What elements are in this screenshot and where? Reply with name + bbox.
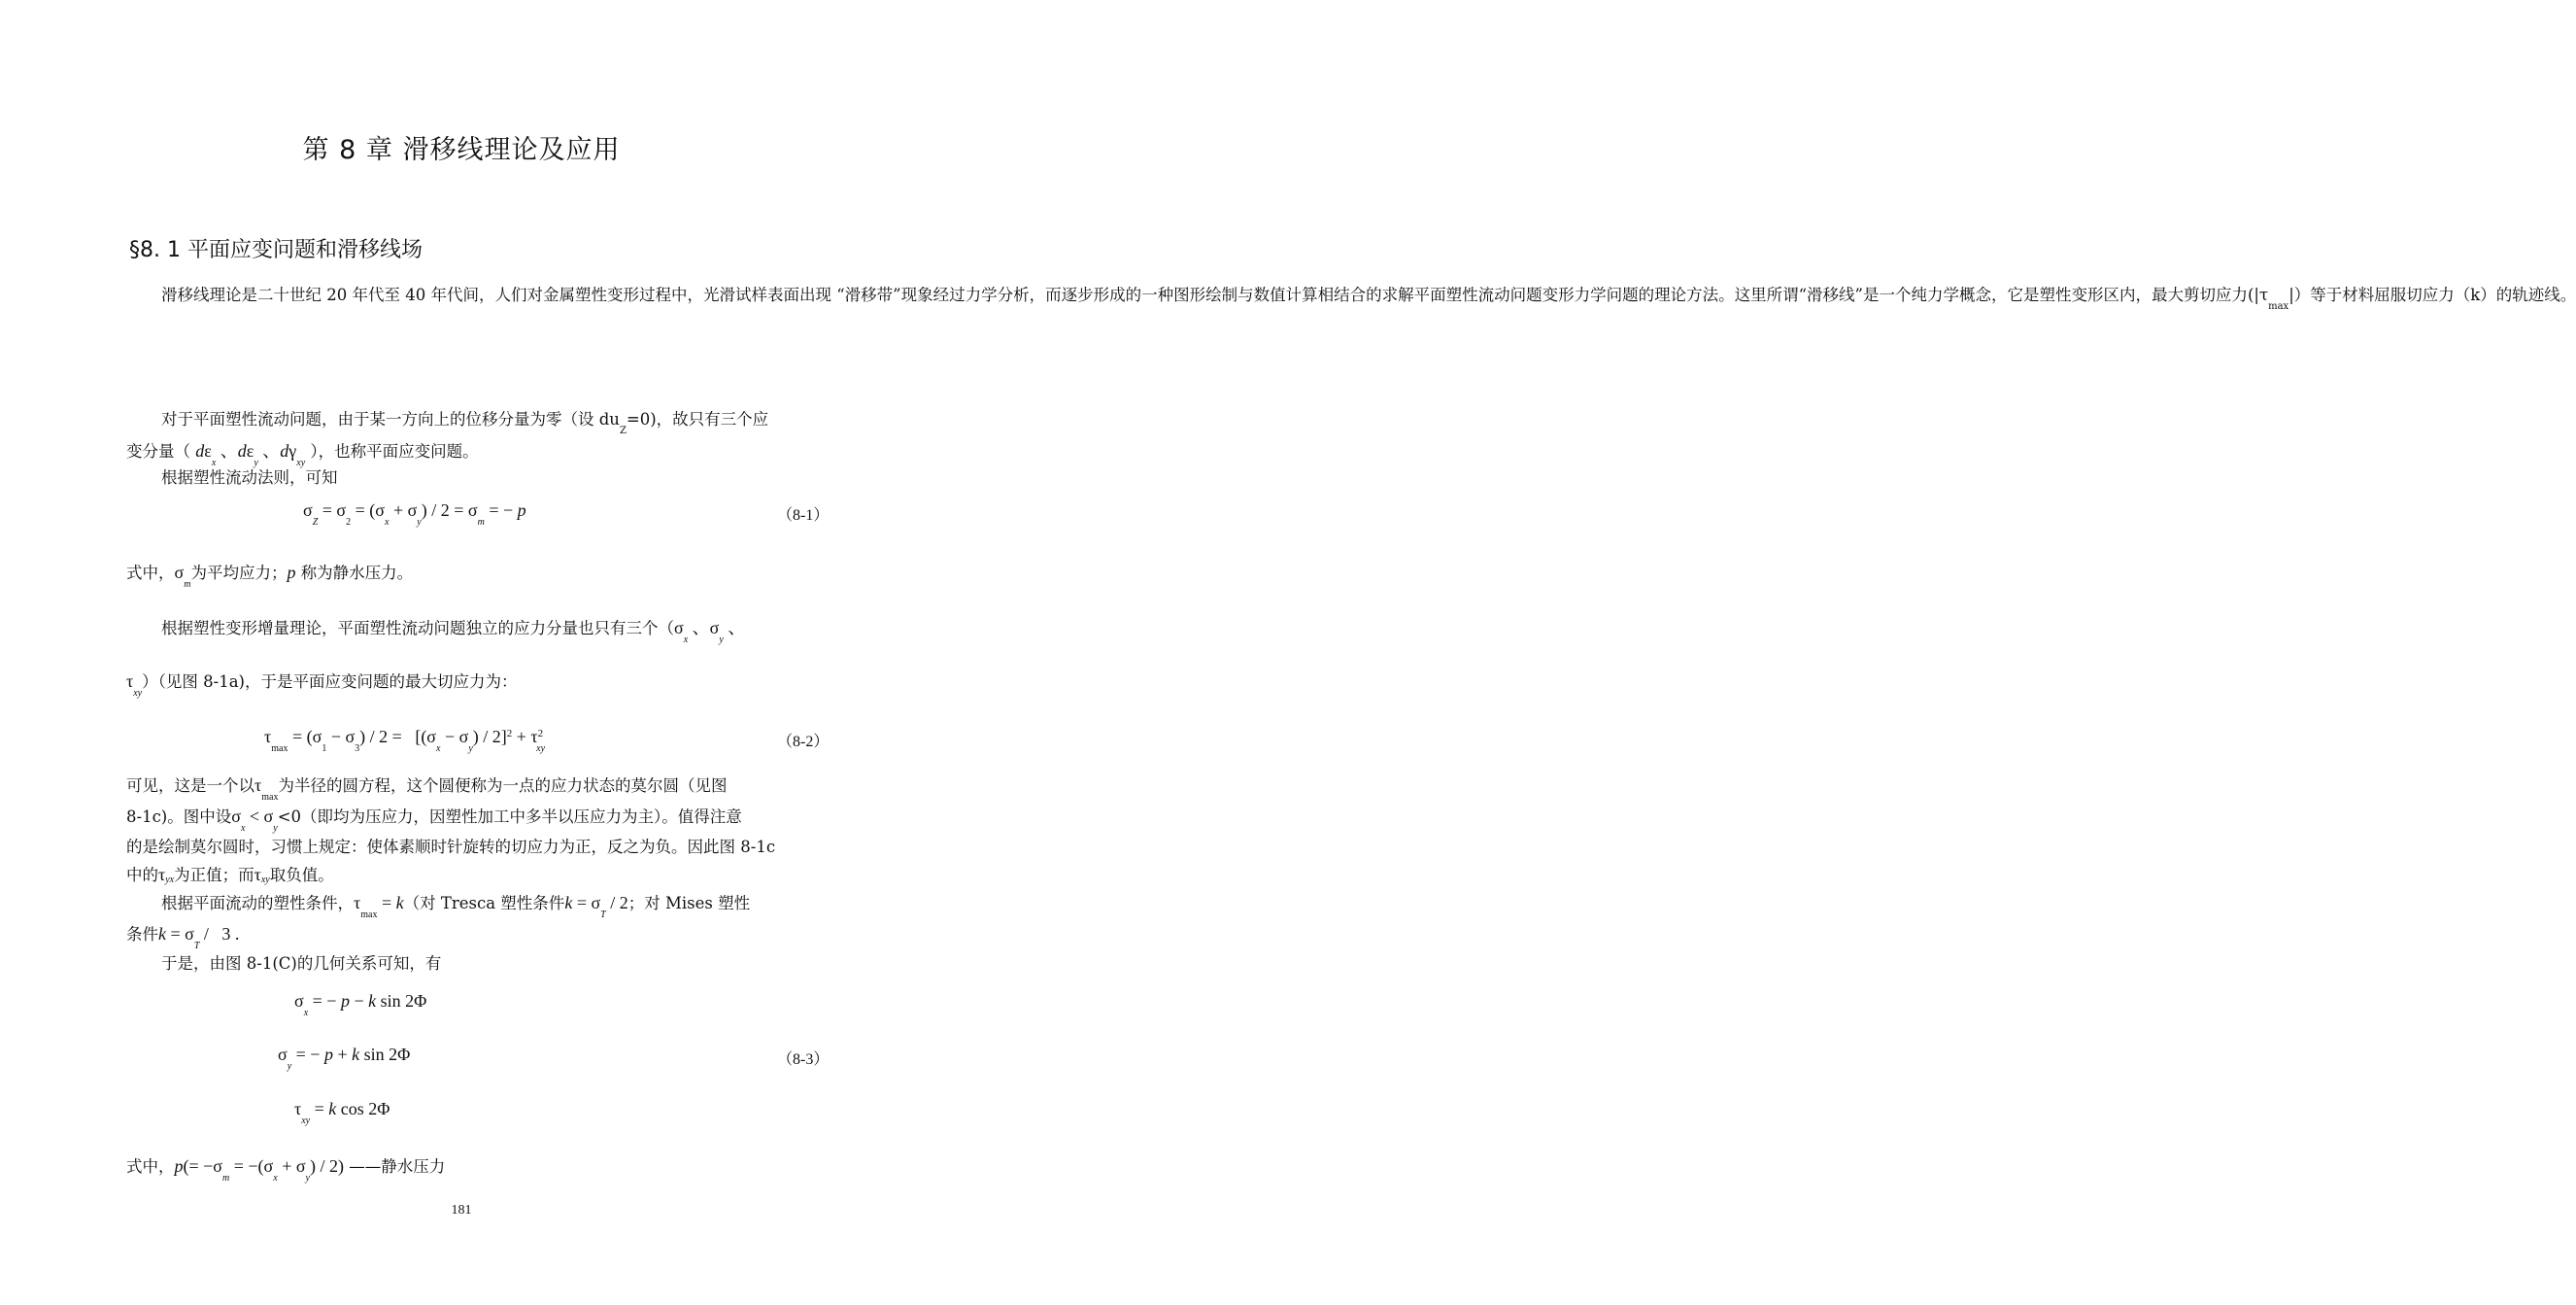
- p6-l2a: 8-1c)。图中设: [126, 807, 232, 826]
- p7-c: ；对 Mises 塑性: [627, 894, 751, 912]
- p6-a: 可见，这是一个以: [126, 776, 254, 795]
- equation-8-2-number: （8-2）: [777, 734, 830, 750]
- paragraph-yield-condition: 根据平面流动的塑性条件，$\tau_{max} = k$（对 Tresca 塑性条件$k = \sigma_T / 2$；对 Mises 塑性: [161, 893, 751, 920]
- paragraph-mohr-line3: 的是绘制莫尔圆时，习惯上规定：使体素顺时针旋转的切应力为正，反之为负。因此图 8-1c: [126, 838, 776, 856]
- paragraph-flow-rule: 根据塑性流动法则，可知: [161, 468, 338, 487]
- paragraph-plane-strain-line1: [161, 406, 769, 436]
- p7-l2a: 条件: [126, 925, 158, 944]
- p4-b: 为平均应力；: [190, 564, 288, 582]
- p2-line2-a: 变分量（: [126, 442, 190, 461]
- equation-8-3-tau-xy: $\tau_{xy} = k$ cos 2Φ: [294, 1099, 390, 1126]
- p7-b: （对 Tresca 塑性条件: [403, 894, 565, 912]
- paragraph-plane-strain-line2: [126, 437, 479, 468]
- tau-max-symbol: |τ: [2254, 286, 2269, 304]
- equation-8-1: $\sigma_Z = \sigma_2 = (\sigma_x + \sigma_y) / 2 = \sigma_m$ = − p: [303, 500, 526, 528]
- p5-text: 根据塑性变形增量理论，平面塑性流动问题独立的应力分量也只有三个（: [161, 619, 674, 637]
- paragraph-hydrostatic: 式中，$p(= -\sigma_m = -(\sigma_x + \sigma_y) / 2)$ ——静水压力: [126, 1156, 446, 1184]
- p6-b: 为半径的圆方程，这个圆便称为一点的应力状态的莫尔圆（见图: [278, 776, 728, 795]
- p4-d: 称为静水压力。: [295, 564, 414, 582]
- paragraph-yield-condition-line2: 条件$k = \sigma_T / 3$ .: [126, 924, 240, 951]
- p4-p: p: [287, 563, 296, 582]
- p9-b: ——静水压力: [349, 1157, 446, 1176]
- p4-a: 式中，: [126, 564, 175, 582]
- paragraph-stress-components: 根据塑性变形增量理论，平面塑性流动问题独立的应力分量也只有三个（$\sigma_x$ 、$\sigma_y$ 、: [161, 618, 746, 645]
- paragraph-mohr-line4: 中的τyx为正值；而τxy取负值。: [126, 865, 334, 885]
- paragraph-intro: [126, 282, 2576, 312]
- p6-l4a: 中的: [126, 866, 158, 884]
- strain-components: $d\varepsilon_x$ 、$d\varepsilon_y$ 、$d\gamma_{xy}$: [195, 441, 306, 468]
- p2-text-a: 对于平面塑性流动问题，由于某一方向上的位移分量为零（设 du: [161, 410, 620, 429]
- p2-line2-b: ），也称平面应变问题。: [310, 442, 479, 461]
- p2-text-b: =0)，故只有三个应: [626, 410, 769, 429]
- paragraph-stress-components-line2: $\tau_{xy}$）（见图 8-1a)，于是平面应变问题的最大切应力为：: [126, 671, 518, 699]
- equation-8-3-sigma-x: $\sigma_x$ = − p − k sin 2Φ: [294, 991, 427, 1018]
- paragraph-intro-end: |）等于材料屈服切应力（k）的轨迹线。: [2288, 286, 2576, 304]
- section-title: §8. 1 平面应变问题和滑移线场: [129, 238, 423, 262]
- chapter-title: 第 8 章 滑移线理论及应用: [302, 135, 621, 165]
- p6-l4b: 为正值；而: [174, 866, 254, 884]
- tau-max-subscript: max: [2268, 301, 2289, 312]
- p6-l4c: 取负值。: [269, 866, 334, 884]
- paragraph-intro-text: 滑移线理论是二十世纪 20 年代至 40 年代间，人们对金属塑性变形过程中，光滑试样表面出现 “滑移带”现象经过力学分析，而逐步形成的一种图形绘制与数值计算相结合的求解平面塑性流动问题变形力学问题的理论方法。这里所谓“滑移线”是一个纯力学概念，它是塑性变形区内，最大剪切应力(: [161, 286, 2254, 304]
- p5-tail: ）（见图 8-1a)，于是平面应变问题的最大切应力为：: [142, 672, 518, 691]
- equation-8-3-sigma-y: $\sigma_y$ = − p + k sin 2Φ: [278, 1045, 411, 1072]
- equation-8-2: $\tau_{max} = (\sigma_1 - \sigma_3) / 2 = [(\sigma_x - \sigma_y) / 2]^2 + \tau^2_{xy}$: [264, 727, 546, 754]
- paragraph-mohr-line2: 8-1c)。图中设$\sigma_x < \sigma_y<0$（即均为压应力，因塑性加工中多半以压应力为主）。值得注意: [126, 807, 742, 834]
- equation-8-3-number: （8-3）: [777, 1051, 830, 1068]
- equation-8-1-number: （8-1）: [777, 507, 830, 524]
- paragraph-mean-stress: 式中，$\sigma_m$为平均应力；p 称为静水压力。: [126, 563, 414, 590]
- p9-a: 式中，: [126, 1157, 175, 1176]
- p7-a: 根据平面流动的塑性条件，: [161, 894, 354, 912]
- page-number: 181: [451, 1203, 472, 1218]
- du-subscript: Z: [619, 426, 627, 436]
- paragraph-mohr-line1: 可见，这是一个以$\tau_{max}$为半径的圆方程，这个圆便称为一点的应力状态的莫尔圆（见图: [126, 775, 728, 803]
- paragraph-geometry: 于是，由图 8-1(C)的几何关系可知，有: [161, 954, 442, 973]
- p6-l2b: <0（即均为压应力，因塑性加工中多半以压应力为主）。值得注意: [277, 807, 742, 826]
